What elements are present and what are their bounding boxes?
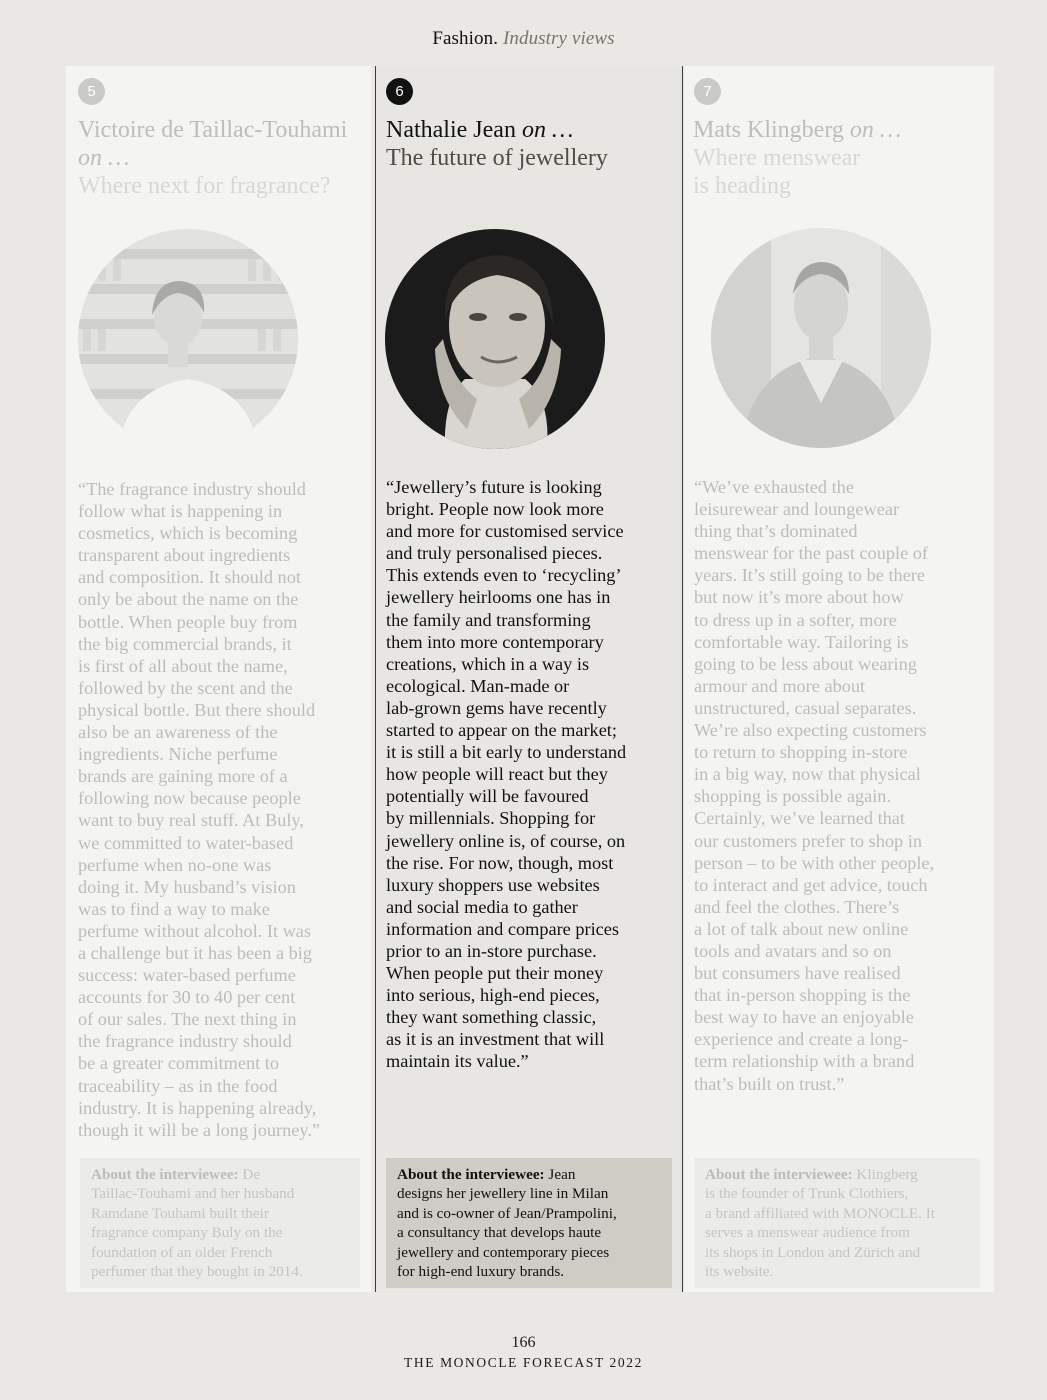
interviewee-heading	[78, 116, 368, 200]
interview-topic: The future of jewellery	[386, 145, 608, 171]
interviewee-name: Nathalie Jean	[386, 117, 516, 143]
on-label: on …	[849, 117, 902, 143]
item-number: 6	[386, 78, 413, 105]
about-label: About the interviewee:	[397, 1166, 545, 1183]
portrait-photo	[78, 229, 298, 449]
interview-column-7	[684, 66, 994, 1292]
item-number: 5	[78, 78, 105, 105]
item-number: 7	[694, 78, 721, 105]
about-text: Jean designs her jewellery line in Milan and is co-owner of Jean/Prampolini, a consultancy that develops haute jewellery and contemporary pieces for high-end luxury brands.	[397, 1166, 617, 1281]
on-label: on …	[521, 117, 574, 143]
interview-quote: “Jewellery’s future is looking bright. People now look more and more for customised service and truly personalised pieces. This extends even to ‘recycling’ jewellery heirlooms one has in the family and transforming them into more contemporary creations, which in a way is ecological. Man-made or lab-grown gems have recently started to appear on the market; it is still a bit early to understand how people will react but they potentially will be favoured by millennials. Shopping for jewellery online is, of course, on the rise. For now, though, most luxury shoppers use websites and social media to gather information and compare prices prior to an in-store purchase. When people put their money into serious, high-end pieces, they want something classic, as it is an investment that will maintain its value.”	[386, 477, 627, 1072]
section-subtitle: Industry views	[502, 28, 615, 49]
interview-column-5	[66, 66, 371, 1292]
section-title: Fashion.	[432, 28, 499, 49]
on-label: on …	[78, 145, 130, 171]
interview-quote: “We’ve exhausted the leisurewear and loungewear thing that’s dominated menswear for the past couple of years. It’s still going to be there but now it’s more about how to dress up in a softer, more comfortable way. Tailoring is going to be less about wearing armour and more about unstructured, casual separates. We’re also expecting customers to return to shopping in-store in a big way, now that physical shopping is possible again. Certainly, we’ve learned that our customers prefer to shop in person – to be with other people, to interact and get advice, touch and feel the clothes. There’s a lot of talk about new online tools and avatars and so on but consumers have realised that in-person shopping is the best way to have an enjoyable experience and create a long- term relationship with a brand that’s built on trust.”	[694, 477, 935, 1094]
about-text: De Taillac-Touhami and her husband Ramdane Touhami built their fragrance company Buly on the foundation of an older French perfumer that they bought in 2014.	[91, 1166, 303, 1281]
interviewee-name: Mats Klingberg	[693, 117, 844, 143]
about-interviewee-box	[386, 1158, 672, 1288]
interviewee-heading	[693, 116, 983, 200]
section-header	[0, 28, 1047, 50]
about-text: Klingberg is the founder of Trunk Clothiers, a brand affiliated with MONOCLE. It serves a menswear audience from its shops in London and Zürich and its website.	[705, 1166, 936, 1281]
portrait-photo	[711, 228, 931, 448]
interview-topic: Where next for fragrance?	[78, 173, 331, 199]
column-divider	[682, 66, 683, 1292]
interviewee-name: Victoire de Taillac-Touhami	[78, 117, 348, 143]
portrait-photo	[385, 229, 605, 449]
interview-quote: “The fragrance industry should follow what is happening in cosmetics, which is becoming transparent about ingredients and composition. It should not only be about the name on the bottle. When people buy from the big commercial brands, it is first of all about the name, followed by the scent and the physical bottle. But there should also be an awareness of the ingredients. Niche perfume brands are gaining more of a following now because people want to buy real stuff. At Buly, we committed to water-based perfume when no-one was doing it. My husband’s vision was to find a way to make perfume without alcohol. It was a challenge but it has been a big success: water-based perfume accounts for 30 to 40 per cent of our sales. The next thing in the fragrance industry should be a greater commitment to traceability – as in the food industry. It is happening already, though it will be a long journey.”	[78, 479, 321, 1140]
about-label: About the interviewee:	[705, 1166, 853, 1183]
about-interviewee-box	[694, 1158, 980, 1288]
about-interviewee-box	[80, 1158, 360, 1288]
interview-topic: Where menswear is heading	[693, 145, 861, 199]
publication-title: THE MONOCLE FORECAST 2022	[404, 1355, 643, 1370]
page-number: 166	[511, 1334, 536, 1351]
about-label: About the interviewee:	[91, 1166, 239, 1183]
interview-column-6	[376, 66, 682, 1292]
interviewee-heading	[386, 116, 676, 172]
